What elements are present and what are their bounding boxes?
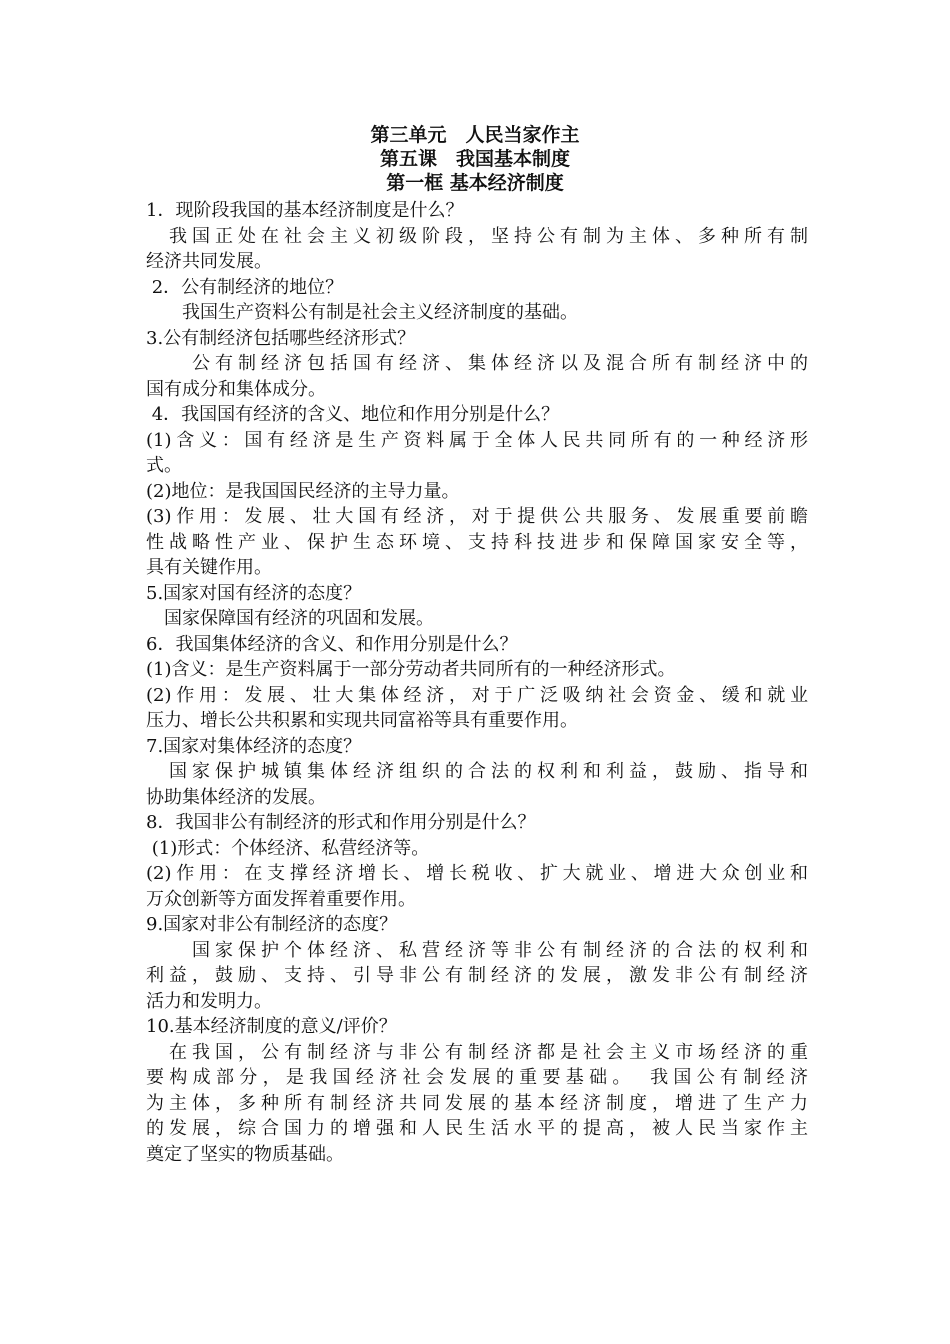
text-line: 活力和发明力。 — [146, 990, 272, 1012]
text-line: 2．公有制经济的地位？ — [146, 276, 344, 298]
text-line: 3.公有制经济包括哪些经济形式？ — [146, 327, 416, 349]
text-line: 式。 — [146, 455, 182, 476]
text-line: 压力、增长公共积累和实现共同富裕等具有重要作用。 — [146, 710, 578, 731]
lesson-title: 第五课 我国基本制度 — [379, 148, 570, 170]
text-line: 在我国，公有制经济与非公有制经济都是社会主义市场经济的重 — [146, 1041, 808, 1063]
text-line: 10.基本经济制度的意义/评价？ — [146, 1016, 397, 1037]
text-line: 9.国家对非公有制经济的态度？ — [146, 914, 398, 935]
text-line: 具有关键作用。 — [146, 557, 272, 578]
text-line: 国家保障国有经济的巩固和发展。 — [146, 608, 434, 629]
text-line: (3)作用：发展、壮大国有经济，对于提供公共服务、发展重要前瞻 — [146, 506, 808, 527]
text-line: 协助集体经济的发展。 — [146, 786, 326, 808]
text-line: (2)作用：在支撑经济增长、增长税收、扩大就业、增进大众创业和 — [146, 863, 808, 884]
text-line: 经济共同发展。 — [146, 251, 272, 272]
text-line: 6．我国集体经济的含义、和作用分别是什么？ — [146, 633, 518, 655]
title-block — [0, 123, 950, 195]
document-body — [146, 198, 808, 1167]
text-line: 利益，鼓励、支持、引导非公有制经济的发展，激发非公有制经济 — [146, 965, 808, 986]
text-line: 4．我国国有经济的含义、地位和作用分别是什么？ — [146, 404, 560, 425]
unit-title: 第三单元 人民当家作主 — [370, 124, 580, 146]
text-line: 国家保护个体经济、私营经济等非公有制经济的合法的权利和 — [146, 939, 808, 961]
text-line: 的发展，综合国力的增强和人民生活水平的提高，被人民当家作主 — [146, 1118, 808, 1139]
text-line: 5.国家对国有经济的态度？ — [146, 582, 362, 604]
text-line: 8．我国非公有制经济的形式和作用分别是什么？ — [146, 812, 536, 833]
text-line: (2)作用：发展、壮大集体经济，对于广泛吸纳社会资金、缓和就业 — [146, 684, 808, 706]
text-line: 性战略性产业、保护生态环境、支持科技进步和保障国家安全等， — [146, 531, 808, 553]
text-line: 公有制经济包括国有经济、集体经济以及混合所有制经济中的 — [146, 353, 808, 374]
text-line: 为主体，多种所有制经济共同发展的基本经济制度，增进了生产力 — [146, 1092, 808, 1114]
text-line: 1．现阶段我国的基本经济制度是什么？ — [146, 200, 464, 221]
text-line: (1)含义：国有经济是生产资料属于全体人民共同所有的一种经济形 — [146, 429, 808, 451]
text-line: 万众创新等方面发挥着重要作用。 — [146, 888, 416, 910]
text-line: 我国正处在社会主义初级阶段，坚持公有制为主体、多种所有制 — [146, 225, 808, 247]
text-line: (1)含义：是生产资料属于一部分劳动者共同所有的一种经济形式。 — [146, 659, 676, 680]
text-line: 国有成分和集体成分。 — [146, 378, 326, 400]
section-title: 第一框 基本经济制度 — [386, 172, 564, 194]
text-line: 国家保护城镇集体经济组织的合法的权利和利益，鼓励、指导和 — [146, 761, 808, 782]
text-line: 要构成部分，是我国经济社会发展的重要基础。 我国公有制经济 — [146, 1067, 808, 1088]
text-line: 7.国家对集体经济的态度？ — [146, 735, 362, 757]
text-line: (1)形式：个体经济、私营经济等。 — [146, 837, 430, 859]
text-line: 我国生产资料公有制是社会主义经济制度的基础。 — [146, 302, 578, 323]
text-line: 奠定了坚实的物质基础。 — [146, 1143, 344, 1165]
text-line: (2)地位：是我国国民经济的主导力量。 — [146, 480, 460, 502]
